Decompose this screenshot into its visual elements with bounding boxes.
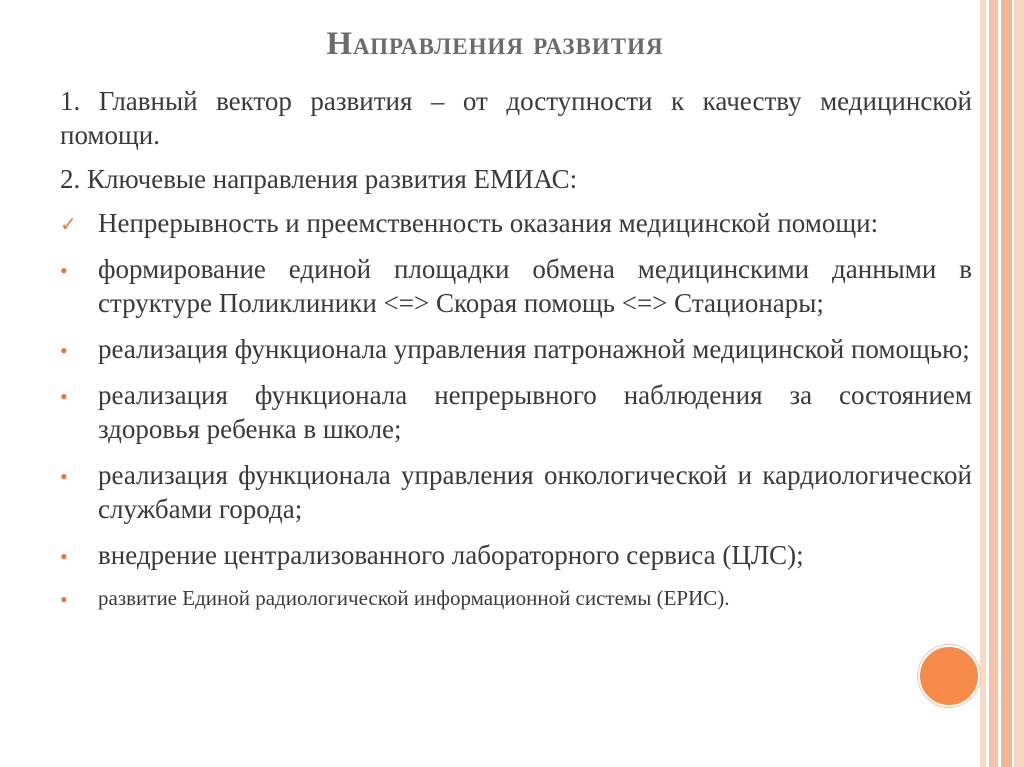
list-item-text: реализация функционала управления патронажной медицинской помощью; (98, 334, 970, 364)
decorative-circle (918, 645, 980, 707)
bullet-icon: • (60, 384, 68, 409)
checkmark-icon: ✓ (60, 214, 77, 236)
list-item-text: формирование единой площадки обмена медицинскими данными в структуре Поликлиники <=> Скорая помощь <=> Стационары; (98, 254, 972, 318)
slide-content (60, 84, 972, 624)
list-item-text: Непрерывность и преемственность оказания медицинской помощи: (98, 208, 879, 238)
bullet-icon: • (60, 464, 68, 489)
list-item (60, 458, 972, 526)
bullet-icon: • (60, 544, 68, 569)
list-item-text: реализация функционала непрерывного наблюдения за состоянием здоровья ребенка в школе; (98, 380, 972, 444)
list-item-check (60, 206, 972, 240)
paragraph-2: 2. Ключевые направления развития ЕМИАС: (60, 164, 578, 194)
list-item-text: внедрение централизованного лабораторного сервиса (ЦЛС); (98, 540, 804, 570)
list-item-text: реализация функционала управления онкологической и кардиологической службами города; (98, 460, 972, 524)
bullet-icon: • (60, 587, 68, 612)
list-item-small (60, 584, 972, 612)
list-item (60, 378, 972, 446)
slide-title: Направления развития (326, 26, 664, 62)
list-item (60, 538, 972, 572)
paragraph-1: 1. Главный вектор развития – от доступности к качеству медицинской помощи. (60, 86, 972, 150)
bullet-icon: • (60, 338, 68, 363)
list-item (60, 252, 972, 320)
decorative-stripes (980, 0, 1024, 767)
bullet-icon: • (60, 258, 68, 283)
list-item (60, 332, 972, 366)
list-item-text: развитие Единой радиологической информационной системы (ЕРИС). (98, 586, 730, 610)
